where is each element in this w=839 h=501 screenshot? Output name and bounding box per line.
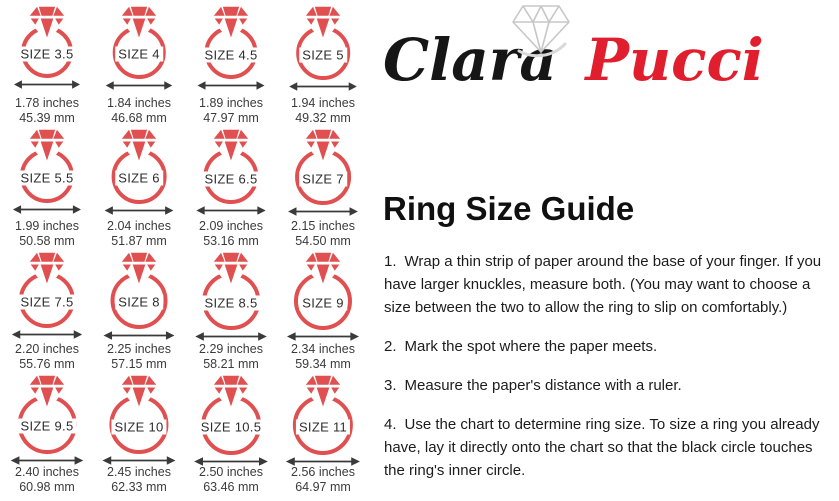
ring-measurements xyxy=(93,342,185,372)
ring-diameter-inches: 2.29 inches xyxy=(199,342,263,356)
ring-diameter-mm: 63.46 mm xyxy=(203,480,259,494)
ring-size-cell xyxy=(1,4,93,127)
ring-diameter-mm: 45.39 mm xyxy=(19,111,75,125)
ring-diameter-mm: 47.97 mm xyxy=(203,111,259,125)
ring-diameter-mm: 51.87 mm xyxy=(111,234,167,248)
diamond-gem-icon xyxy=(27,250,67,288)
diameter-arrow-icon xyxy=(13,204,81,215)
diamond-gem-icon xyxy=(303,373,343,411)
ring-diameter-inches: 2.45 inches xyxy=(107,465,171,479)
ring-measurements xyxy=(1,465,93,495)
ring-size-cell xyxy=(93,4,185,127)
ring-diameter-mm: 62.33 mm xyxy=(111,480,167,494)
brand-name-first: Clara xyxy=(383,26,557,94)
ring-size-label: SIZE 10.5 xyxy=(198,419,265,434)
instruction-list xyxy=(384,250,831,498)
ring-size-label: SIZE 9.5 xyxy=(18,419,77,434)
ring-size-label: SIZE 11 xyxy=(296,420,350,435)
step-text: Wrap a thin strip of paper around the base of your finger. If you have larger knuckles, measure both. (You may want to choose a size between the two to allow the ring to slip on comfortably.) xyxy=(384,253,822,316)
ring-diameter-inches: 2.56 inches xyxy=(291,465,355,479)
ring-size-cell xyxy=(277,373,369,496)
diamond-outline-icon xyxy=(509,2,573,58)
brand-name-second: Pucci xyxy=(585,26,764,94)
guide-panel xyxy=(383,0,831,479)
ring-size-cell xyxy=(1,373,93,496)
diameter-arrow-icon xyxy=(106,80,173,91)
ring-size-label: SIZE 7 xyxy=(299,171,347,186)
diameter-arrow-icon xyxy=(14,79,80,90)
diamond-gem-icon xyxy=(119,127,159,165)
instruction-step xyxy=(384,374,831,397)
ring-diameter-inches: 2.34 inches xyxy=(291,342,355,356)
diamond-gem-icon xyxy=(211,250,251,288)
instruction-step xyxy=(384,413,831,482)
ring-size-cell xyxy=(185,127,277,250)
ring-diameter-mm: 58.21 mm xyxy=(203,357,259,371)
ring-diameter-inches: 2.20 inches xyxy=(15,342,79,356)
diameter-arrow-icon xyxy=(195,331,267,342)
ring-diameter-inches: 2.04 inches xyxy=(107,219,171,233)
instruction-step xyxy=(384,250,831,319)
ring-diameter-mm: 64.97 mm xyxy=(295,480,351,494)
ring-diameter-inches: 2.09 inches xyxy=(199,219,263,233)
ring-size-cell xyxy=(93,373,185,496)
instruction-step xyxy=(384,335,831,358)
ring-diameter-inches: 2.40 inches xyxy=(15,465,79,479)
ring-diameter-mm: 46.68 mm xyxy=(111,111,167,125)
ring-size-cell xyxy=(277,250,369,373)
ring-measurements xyxy=(277,219,369,249)
diameter-arrow-icon xyxy=(102,455,175,466)
diameter-arrow-icon xyxy=(288,206,358,217)
ring-diameter-inches: 1.89 inches xyxy=(199,96,263,110)
ring-size-label: SIZE 8.5 xyxy=(202,295,261,310)
diamond-gem-icon xyxy=(27,373,67,411)
ring-measurements xyxy=(277,342,369,372)
ring-size-label: SIZE 9 xyxy=(299,296,347,311)
diamond-gem-icon xyxy=(211,4,251,42)
ring-diameter-inches: 2.25 inches xyxy=(107,342,171,356)
ring-size-label: SIZE 10 xyxy=(111,419,166,434)
step-text: Measure the paper's distance with a ruler. xyxy=(404,377,682,394)
diamond-gem-icon xyxy=(303,250,343,288)
ring-diameter-mm: 54.50 mm xyxy=(295,234,351,248)
ring-size-cell xyxy=(1,250,93,373)
diameter-arrow-icon xyxy=(196,205,265,216)
ring-diameter-mm: 50.58 mm xyxy=(19,234,75,248)
ring-diameter-mm: 60.98 mm xyxy=(19,480,75,494)
diameter-arrow-icon xyxy=(287,331,359,342)
ring-size-label: SIZE 8 xyxy=(115,295,163,310)
ring-size-label: SIZE 5 xyxy=(299,47,347,62)
ring-measurements xyxy=(93,96,185,126)
diamond-gem-icon xyxy=(303,4,343,42)
ring-diameter-inches: 1.84 inches xyxy=(107,96,171,110)
page-title: Ring Size Guide xyxy=(383,190,635,227)
ring-size-cell xyxy=(185,250,277,373)
ring-diameter-inches: 2.50 inches xyxy=(199,465,263,479)
ring-diameter-mm: 57.15 mm xyxy=(111,357,167,371)
ring-measurements xyxy=(185,96,277,126)
ring-size-label: SIZE 4.5 xyxy=(202,47,261,62)
ring-size-label: SIZE 4 xyxy=(115,47,163,62)
diameter-arrow-icon xyxy=(197,80,264,91)
ring-size-cell xyxy=(185,373,277,496)
ring-size-label: SIZE 3.5 xyxy=(18,47,77,62)
diamond-gem-icon xyxy=(119,250,159,288)
ring-size-cell xyxy=(93,250,185,373)
ring-size-cell xyxy=(277,127,369,250)
ring-size-label: SIZE 7.5 xyxy=(18,295,77,310)
ring-measurements xyxy=(277,96,369,126)
diameter-arrow-icon xyxy=(289,81,357,92)
ring-measurements xyxy=(1,219,93,249)
ring-measurements xyxy=(1,342,93,372)
ring-diameter-inches: 2.15 inches xyxy=(291,219,355,233)
diamond-gem-icon xyxy=(119,373,159,411)
diameter-arrow-icon xyxy=(104,330,175,341)
diameter-arrow-icon xyxy=(286,456,360,467)
ring-size-chart xyxy=(1,4,369,496)
ring-size-label: SIZE 6 xyxy=(115,171,163,186)
ring-size-label: SIZE 5.5 xyxy=(18,171,77,186)
ring-measurements xyxy=(93,465,185,495)
step-number: 2. xyxy=(384,338,397,355)
ring-diameter-mm: 59.34 mm xyxy=(295,357,351,371)
ring-diameter-mm: 53.16 mm xyxy=(203,234,259,248)
diamond-gem-icon xyxy=(27,127,67,165)
ring-measurements xyxy=(185,465,277,495)
step-text: Use the chart to determine ring size. To size a ring you already have, lay it directly onto the chart so that the black circle touches the ring's inner circle. xyxy=(384,416,820,479)
ring-measurements xyxy=(185,342,277,372)
ring-measurements xyxy=(185,219,277,249)
step-number: 4. xyxy=(384,416,397,433)
diameter-arrow-icon xyxy=(11,455,84,466)
diameter-arrow-icon xyxy=(194,456,268,467)
brand-logo xyxy=(383,0,831,136)
step-text: Mark the spot where the paper meets. xyxy=(404,338,658,355)
ring-diameter-inches: 1.99 inches xyxy=(15,219,79,233)
diamond-gem-icon xyxy=(119,4,159,42)
step-number: 1. xyxy=(384,253,397,270)
ring-diameter-inches: 1.94 inches xyxy=(291,96,355,110)
ring-size-cell xyxy=(1,127,93,250)
ring-measurements xyxy=(1,96,93,126)
diamond-gem-icon xyxy=(303,127,343,165)
ring-diameter-mm: 49.32 mm xyxy=(295,111,351,125)
ring-size-cell xyxy=(277,4,369,127)
diamond-gem-icon xyxy=(27,4,67,42)
ring-diameter-inches: 1.78 inches xyxy=(15,96,79,110)
diameter-arrow-icon xyxy=(12,329,82,340)
ring-size-label: SIZE 6.5 xyxy=(202,171,261,186)
ring-measurements xyxy=(277,465,369,495)
diamond-gem-icon xyxy=(211,127,251,165)
diameter-arrow-icon xyxy=(105,205,174,216)
ring-size-cell xyxy=(93,127,185,250)
ring-measurements xyxy=(93,219,185,249)
ring-diameter-mm: 55.76 mm xyxy=(19,357,75,371)
diamond-gem-icon xyxy=(211,373,251,411)
ring-size-cell xyxy=(185,4,277,127)
step-number: 3. xyxy=(384,377,397,394)
